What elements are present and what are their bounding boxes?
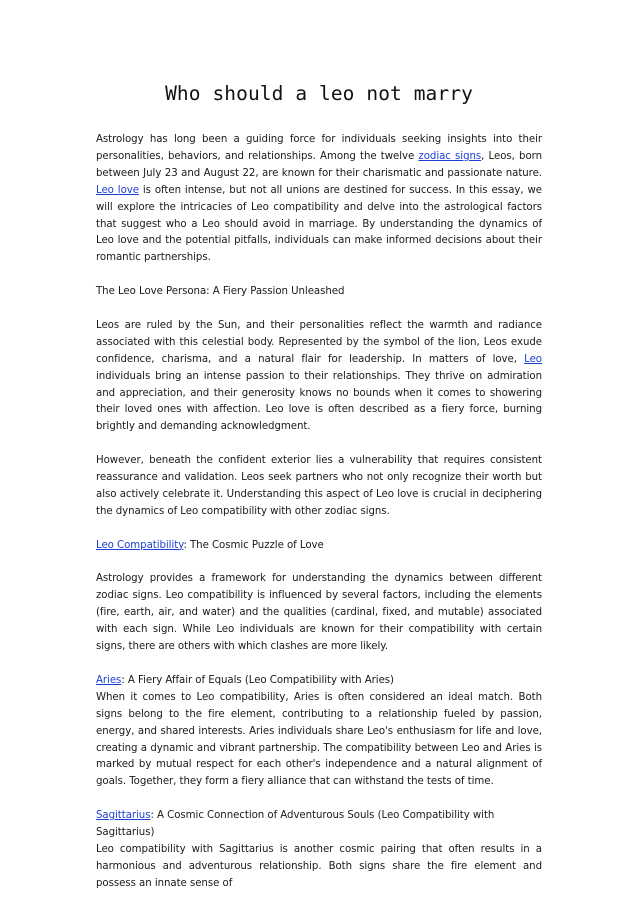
section-heading-compatibility [96, 538, 542, 555]
compatibility-heading-text: : The Cosmic Puzzle of Love [183, 539, 324, 551]
section-heading-persona: The Leo Love Persona: A Fiery Passion Unleashed [96, 286, 345, 298]
sagittarius-heading-text: : A Cosmic Connection of Adventurous Souls (Leo Compatibility with Sagittarius) [96, 810, 495, 839]
aries-link[interactable]: Aries [96, 674, 122, 686]
persona-paragraph [96, 318, 542, 436]
aries-heading-text: : A Fiery Affair of Equals (Leo Compatibility with Aries) [121, 674, 394, 686]
persona-text-b: individuals bring an intense passion to their relationships. They thrive on admiration and appreciation, and their generosity knows no bounds when it comes to showering their loved ones with affection. Leo love is often described as a fiery force, burning brightly and demanding acknowledgment. [96, 370, 542, 433]
aries-paragraph: When it comes to Leo compatibility, Aries is often considered an ideal match. Both signs belong to the fire element, contributing to a relationship fueled by passion, energy, and shared interests. Aries individuals share Leo's enthusiasm for life and love, creating a dynamic and vibrant partnership. The compatibility between Leo and Aries is marked by mutual respect for each other's independence and a natural alignment of goals. Together, they form a fiery alliance that can withstand the tests of time. [96, 691, 542, 788]
intro-text-b: , Leos, born between July 23 and August 22, are known for their charismatic and passionate nature. [96, 150, 543, 179]
section-heading-aries [96, 673, 542, 690]
sagittarius-link[interactable]: Sagittarius [96, 810, 151, 822]
compatibility-paragraph: Astrology provides a framework for understanding the dynamics between different zodiac signs. Leo compatibility is influenced by several factors, including the elements (fire, earth, air, and water) and the qualities (cardinal, fixed, and mutable) associated with each sign. While Leo individuals are known for their compatibility with certain signs, there are others with which clashes are more likely. [96, 573, 542, 653]
page-title: Who should a leo not marry [165, 82, 473, 105]
leo-love-link[interactable]: Leo love [96, 184, 139, 196]
intro-text-c: is often intense, but not all unions are destined for success. In this essay, we will explore the intricacies of Leo compatibility and delve into the astrological factors that suggest who a Leo should avoid in marriage. By understanding the dynamics of Leo love and the potential pitfalls, individuals can make informed decisions about their romantic partnerships. [96, 184, 542, 264]
persona-text-a: Leos are ruled by the Sun, and their personalities reflect the warmth and radiance associated with this celestial body. Represented by the symbol of the lion, Leos exude confidence, charisma, and a natural flair for leadership. In matters of love, [96, 319, 542, 365]
vulnerability-paragraph: However, beneath the confident exterior lies a vulnerability that requires consistent reassurance and validation. Leos seek partners who not only recognize their worth but also actively celebrate it. Understanding this aspect of Leo love is crucial in deciphering the dynamics of Leo compatibility with other zodiac signs. [96, 455, 542, 517]
zodiac-signs-link[interactable]: zodiac signs [418, 150, 482, 162]
leo-compatibility-link[interactable]: Leo Compatibility [96, 539, 184, 551]
sagittarius-paragraph: Leo compatibility with Sagittarius is another cosmic pairing that often results in a harmonious and adventurous relationship. Both signs share the fire element and possess an innate sense of [96, 843, 542, 889]
intro-paragraph [96, 132, 542, 267]
leo-link[interactable]: Leo [524, 353, 542, 365]
intro-text-a: Astrology has long been a guiding force for individuals seeking insights into their personalities, behaviors, and relationships. Among the twelve [96, 134, 542, 162]
section-heading-sagittarius [96, 808, 542, 842]
